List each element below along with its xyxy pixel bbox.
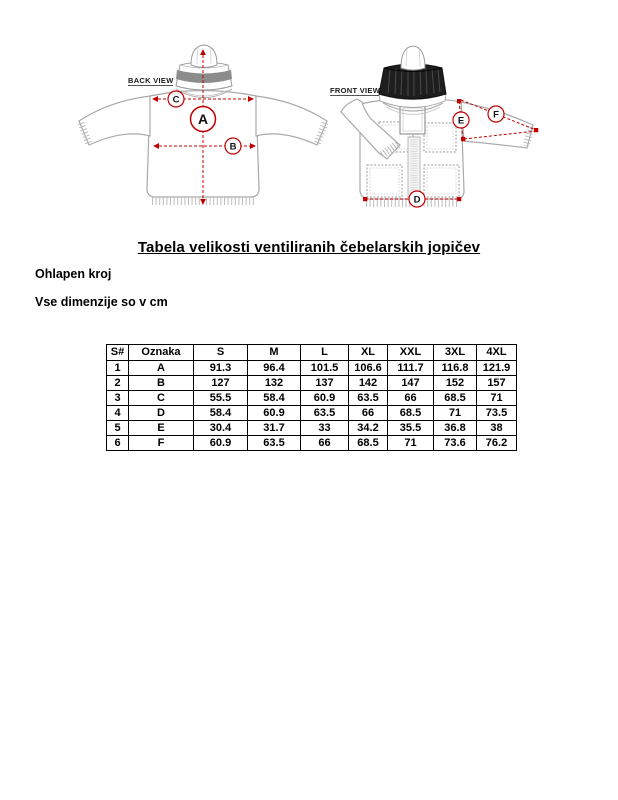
marker-a-letter: A: [197, 111, 209, 127]
marker-f: [488, 106, 504, 122]
cell: 71: [434, 406, 477, 421]
cell: 36.8: [434, 421, 477, 436]
marker-c-letter: C: [172, 94, 180, 106]
marker-e-letter: E: [457, 115, 465, 127]
cell: 68.5: [349, 436, 388, 451]
back-view-label: BACK VIEW: [128, 76, 174, 85]
col-header-3xl: 3XL: [434, 345, 477, 361]
cell: 96.4: [248, 361, 301, 376]
table-row: [107, 436, 517, 451]
cell: 101.5: [301, 361, 349, 376]
cell: D: [129, 406, 194, 421]
cell: C: [129, 391, 194, 406]
cell: 63.5: [248, 436, 301, 451]
cell: 66: [388, 391, 434, 406]
col-header-s: S: [194, 345, 248, 361]
front-view-drawing: [330, 46, 536, 207]
cell: 34.2: [349, 421, 388, 436]
cell: 71: [388, 436, 434, 451]
cell: 60.9: [301, 391, 349, 406]
cell: 116.8: [434, 361, 477, 376]
cell: 58.4: [194, 406, 248, 421]
table-row: [107, 406, 517, 421]
cell: 63.5: [349, 391, 388, 406]
front-hat-dome: [401, 46, 425, 70]
cell: 66: [301, 436, 349, 451]
col-header-m: M: [248, 345, 301, 361]
cell: 73.6: [434, 436, 477, 451]
cell: 55.5: [194, 391, 248, 406]
cell: 137: [301, 376, 349, 391]
cell: 152: [434, 376, 477, 391]
cell: 157: [477, 376, 517, 391]
back-right-sleeve: [256, 96, 327, 145]
table-row: [107, 421, 517, 436]
cell: 147: [388, 376, 434, 391]
cell: 66: [349, 406, 388, 421]
cell: A: [129, 361, 194, 376]
front-chest-flap: [400, 105, 425, 134]
header-row: [107, 345, 517, 361]
col-header-oznaka: Oznaka: [129, 345, 194, 361]
jacket-sizing-diagram: [0, 0, 618, 232]
col-header-4xl: 4XL: [477, 345, 517, 361]
marker-c: [168, 91, 184, 107]
cell: 38: [477, 421, 517, 436]
cell: 33: [301, 421, 349, 436]
marker-f-letter: F: [493, 109, 499, 121]
cell: 132: [248, 376, 301, 391]
back-view-drawing: [79, 45, 327, 204]
cell: F: [129, 436, 194, 451]
col-header-l: L: [301, 345, 349, 361]
back-left-sleeve: [79, 96, 150, 145]
cell: 3: [107, 391, 129, 406]
table-row: [107, 391, 517, 406]
cell: 58.4: [248, 391, 301, 406]
cell: 60.9: [248, 406, 301, 421]
cell: 106.6: [349, 361, 388, 376]
col-header-s#: S#: [107, 345, 129, 361]
cell: 121.9: [477, 361, 517, 376]
units-note: Vse dimenzije so v cm: [35, 295, 168, 309]
cell: 142: [349, 376, 388, 391]
marker-e: [453, 112, 469, 128]
table-row: [107, 361, 517, 376]
col-header-xxl: XXL: [388, 345, 434, 361]
col-header-xl: XL: [349, 345, 388, 361]
size-table: [106, 344, 517, 451]
cell: 71: [477, 391, 517, 406]
marker-b-letter: B: [229, 141, 237, 153]
cell: 1: [107, 361, 129, 376]
cell: 30.4: [194, 421, 248, 436]
cell: 68.5: [434, 391, 477, 406]
marker-b: [225, 138, 241, 154]
cell: 2: [107, 376, 129, 391]
front-view-label: FRONT VIEW: [330, 86, 381, 95]
cell: 63.5: [301, 406, 349, 421]
cell: 127: [194, 376, 248, 391]
cell: 76.2: [477, 436, 517, 451]
back-hat-dome: [191, 45, 217, 68]
cell: B: [129, 376, 194, 391]
cell: 4: [107, 406, 129, 421]
page-title: Tabela velikosti ventiliranih čebelarskih jopičev: [137, 239, 481, 256]
cell: 60.9: [194, 436, 248, 451]
cell: 6: [107, 436, 129, 451]
cell: 73.5: [477, 406, 517, 421]
marker-d-letter: D: [413, 194, 421, 206]
cell: 31.7: [248, 421, 301, 436]
fit-note: Ohlapen kroj: [35, 267, 112, 281]
cell: 5: [107, 421, 129, 436]
cell: 68.5: [388, 406, 434, 421]
cell: 111.7: [388, 361, 434, 376]
cell: 35.5: [388, 421, 434, 436]
table-row: [107, 376, 517, 391]
front-zipper: [408, 137, 420, 197]
marker-a: [191, 107, 216, 132]
cell: E: [129, 421, 194, 436]
marker-d: [409, 191, 425, 207]
cell: 91.3: [194, 361, 248, 376]
